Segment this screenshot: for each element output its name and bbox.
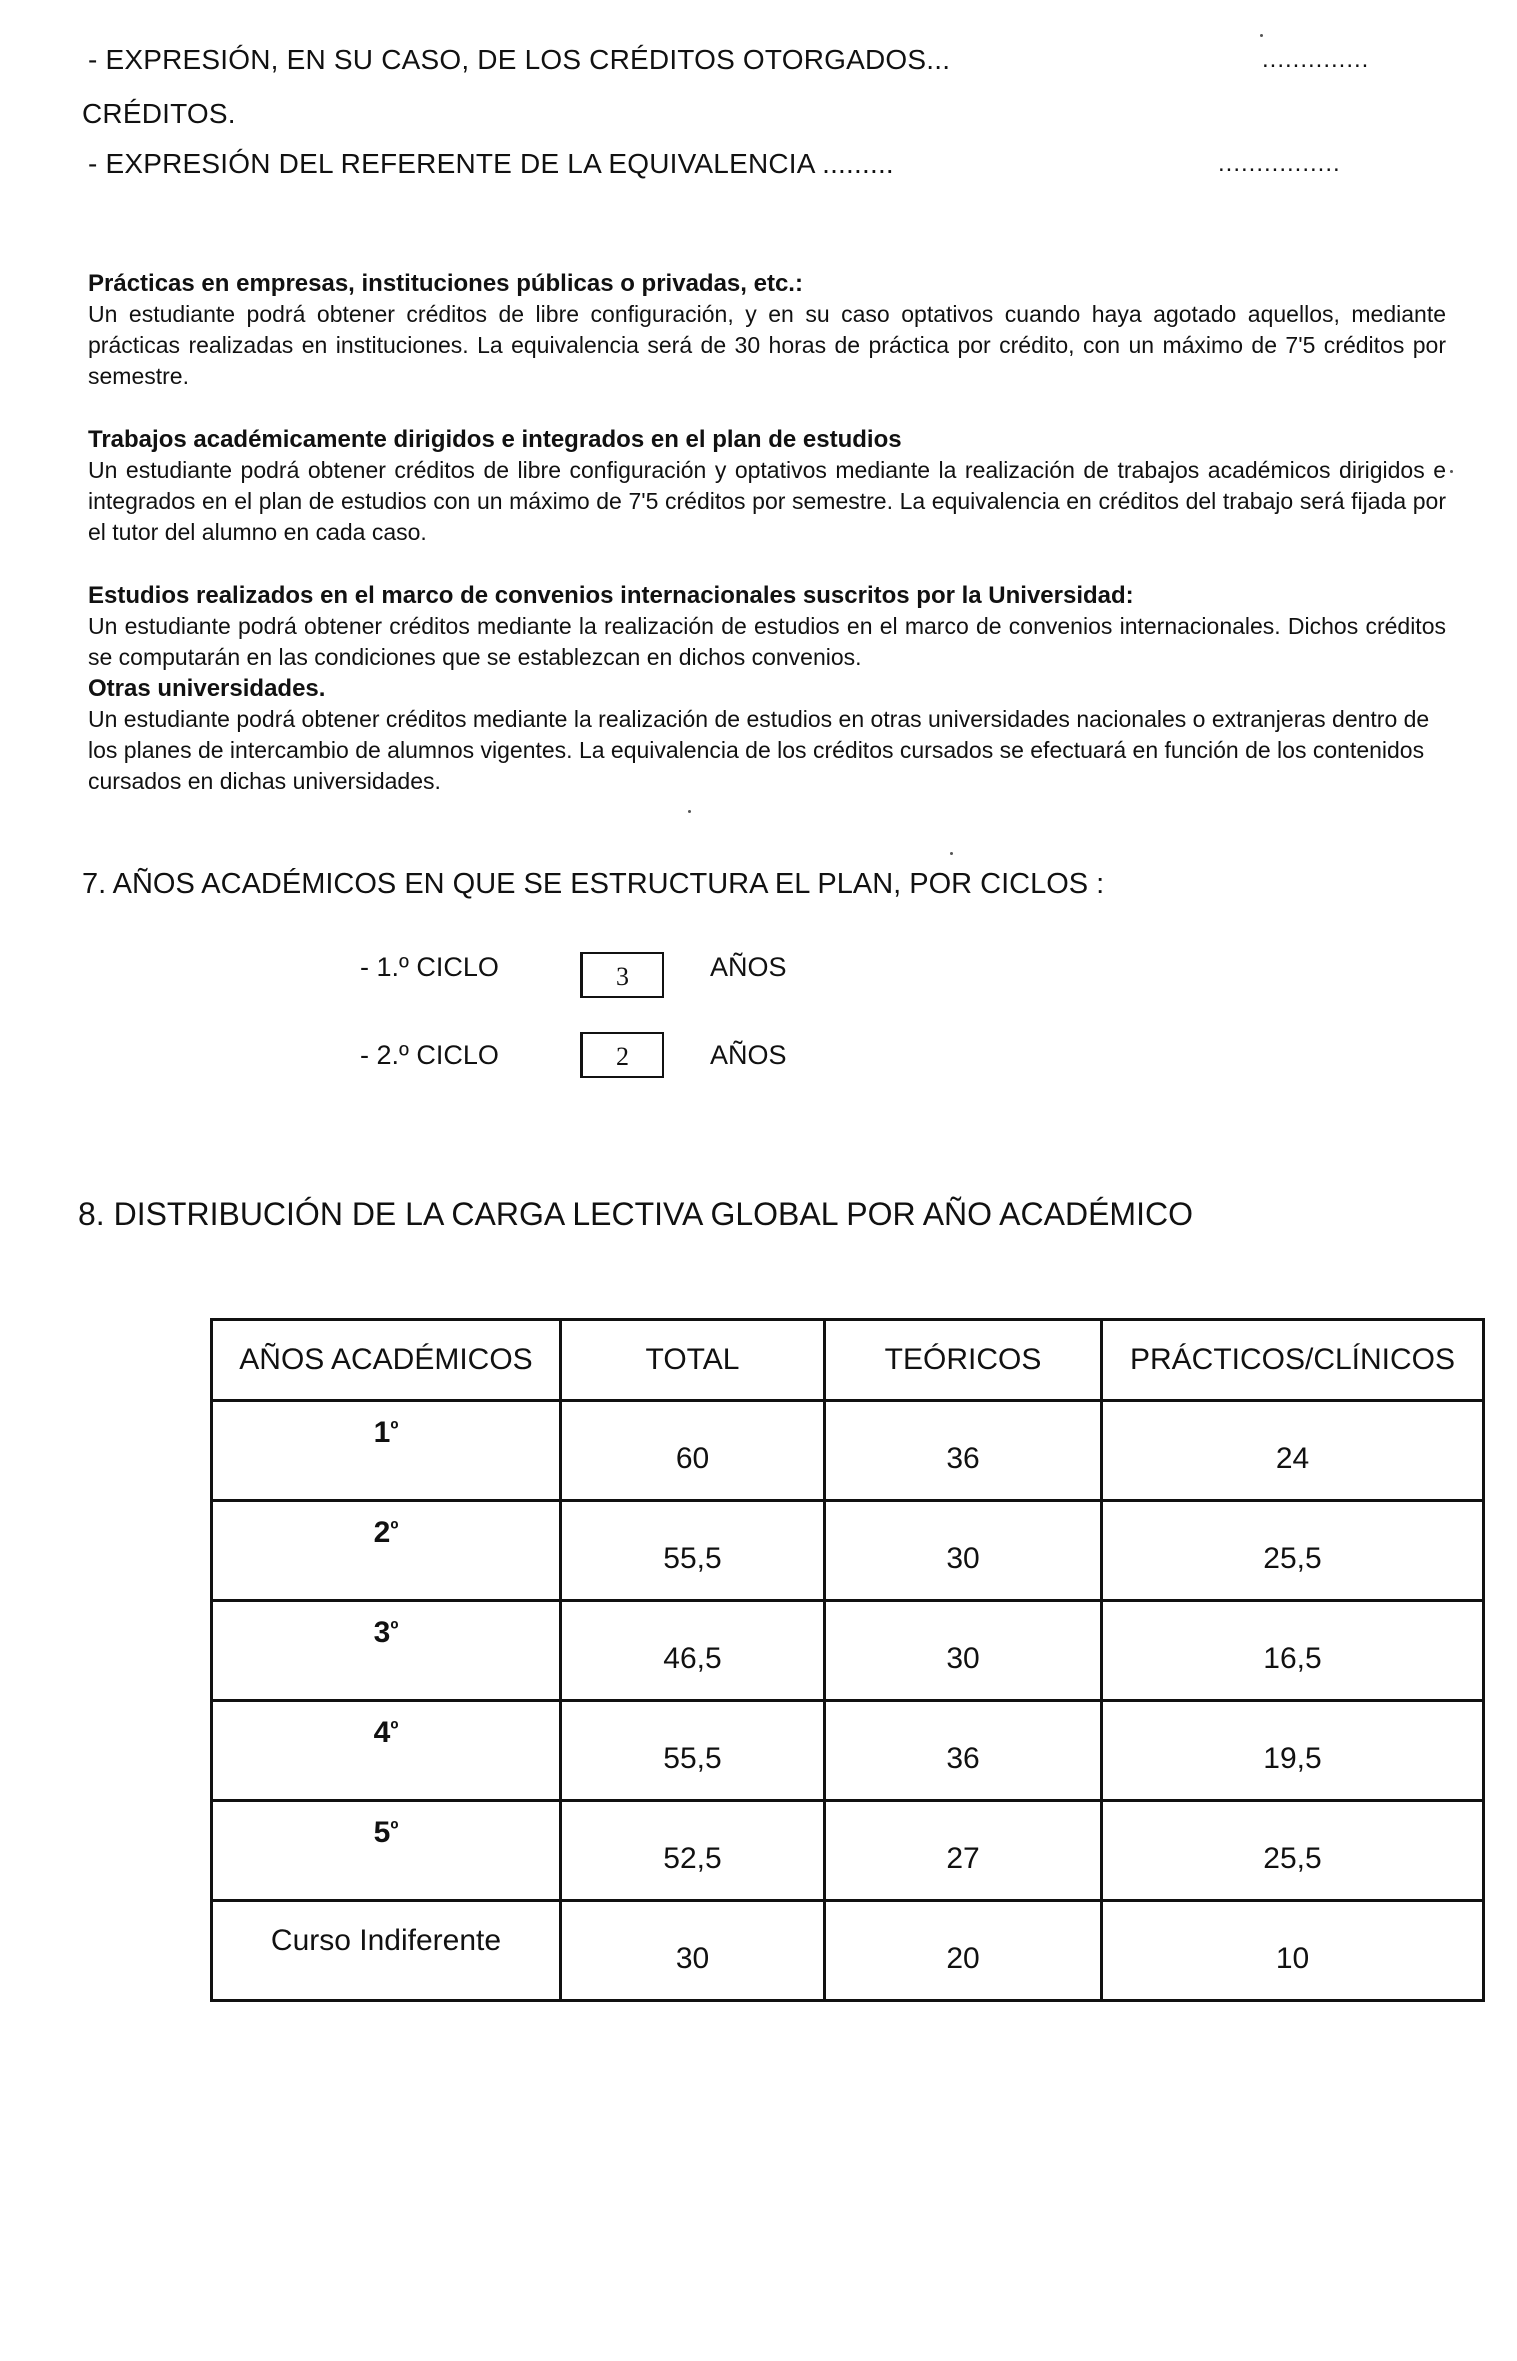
year-number: 3 bbox=[373, 1616, 391, 1649]
year-cell bbox=[212, 1701, 561, 1801]
teoricos-cell: 30 bbox=[825, 1501, 1102, 1601]
otras-body: Un estudiante podrá obtener créditos mediante la realización de estudios en otras universidades nacionales o extranjeras dentro de los planes de intercambio de alumnos vigentes. La equivalencia de los créditos cursados se efectuará en función de los contenidos cursados en dichas universidades. bbox=[88, 706, 1430, 794]
total-cell: 55,5 bbox=[561, 1501, 825, 1601]
scan-speck bbox=[688, 810, 691, 813]
otras-heading: Otras universidades. bbox=[88, 675, 326, 702]
col-header-practicos: PRÁCTICOS/CLÍNICOS bbox=[1102, 1320, 1484, 1401]
section8-title: 8. DISTRIBUCIÓN DE LA CARGA LECTIVA GLOBAL POR AÑO ACADÉMICO bbox=[78, 1196, 1193, 1232]
practicas-heading: Prácticas en empresas, instituciones públicas o privadas, etc.: bbox=[88, 270, 803, 297]
convenios-section bbox=[88, 580, 1446, 797]
col-header-total: TOTAL bbox=[561, 1320, 825, 1401]
practicos-cell: 25,5 bbox=[1102, 1801, 1484, 1901]
year-number: 4 bbox=[373, 1716, 391, 1749]
year-cell bbox=[212, 1501, 561, 1601]
scan-speck bbox=[950, 852, 953, 855]
total-cell: 30 bbox=[561, 1901, 825, 2001]
cycle-1-years-box: 3 bbox=[580, 952, 664, 998]
total-cell: 60 bbox=[561, 1401, 825, 1501]
table-row bbox=[212, 1401, 1484, 1501]
year-number: 1 bbox=[373, 1416, 391, 1449]
scan-speck bbox=[1450, 470, 1453, 473]
ordinal-mark: º bbox=[390, 1616, 399, 1641]
year-number: 2 bbox=[373, 1516, 391, 1549]
ordinal-mark: º bbox=[390, 1816, 399, 1841]
teoricos-cell: 20 bbox=[825, 1901, 1102, 2001]
cycle-2-unit: AÑOS bbox=[710, 1040, 787, 1070]
trabajos-heading: Trabajos académicamente dirigidos e integrados en el plan de estudios bbox=[88, 426, 902, 453]
expresion-creditos-line: - EXPRESIÓN, EN SU CASO, DE LOS CRÉDITOS OTORGADOS... bbox=[88, 44, 951, 75]
dots-leader: ................ bbox=[1218, 150, 1341, 177]
practicos-cell: 24 bbox=[1102, 1401, 1484, 1501]
table-row bbox=[212, 1701, 1484, 1801]
ordinal-mark: º bbox=[390, 1416, 399, 1441]
total-cell: 55,5 bbox=[561, 1701, 825, 1801]
expresion-referente-line: - EXPRESIÓN DEL REFERENTE DE LA EQUIVALENCIA ......... bbox=[88, 148, 894, 179]
col-header-teoricos: TEÓRICOS bbox=[825, 1320, 1102, 1401]
cycle-1-label: - 1.º CICLO bbox=[360, 952, 499, 982]
practicos-cell: 16,5 bbox=[1102, 1601, 1484, 1701]
scan-speck bbox=[1260, 34, 1263, 37]
trabajos-body: Un estudiante podrá obtener créditos de libre configuración y optativos mediante la realización de trabajos académicos dirigidos e integrados en el plan de estudios con un máximo de 7'5 créditos por semestre. La equivalencia en créditos del trabajo será fijada por el tutor del alumno en cada caso. bbox=[88, 457, 1446, 545]
convenios-body: Un estudiante podrá obtener créditos mediante la realización de estudios en el marco de convenios internacionales. Dichos créditos se computarán en las condiciones que se establezcan en dichos convenios. bbox=[88, 613, 1446, 670]
dots-leader: .............. bbox=[1262, 46, 1370, 73]
year-cell bbox=[212, 1901, 561, 2001]
table-row bbox=[212, 1501, 1484, 1601]
cycle-2-label: - 2.º CICLO bbox=[360, 1040, 499, 1070]
trabajos-section bbox=[88, 424, 1446, 548]
ordinal-mark: º bbox=[390, 1516, 399, 1541]
creditos-line: CRÉDITOS. bbox=[82, 98, 236, 129]
col-header-anos: AÑOS ACADÉMICOS bbox=[212, 1320, 561, 1401]
cycle-1-unit: AÑOS bbox=[710, 952, 787, 982]
total-cell: 52,5 bbox=[561, 1801, 825, 1901]
practicos-cell: 10 bbox=[1102, 1901, 1484, 2001]
year-cell bbox=[212, 1401, 561, 1501]
teoricos-cell: 36 bbox=[825, 1701, 1102, 1801]
ordinal-mark: º bbox=[390, 1716, 399, 1741]
table-row bbox=[212, 1601, 1484, 1701]
practicas-body: Un estudiante podrá obtener créditos de libre configuración, y en su caso optativos cuando haya agotado aquellos, mediante prácticas realizadas en instituciones. La equivalencia será de 30 horas de práctica por crédito, con un máximo de 7'5 créditos por semestre. bbox=[88, 301, 1446, 389]
teoricos-cell: 27 bbox=[825, 1801, 1102, 1901]
table-header-row bbox=[212, 1320, 1484, 1401]
carga-lectiva-table bbox=[210, 1318, 1485, 2002]
teoricos-cell: 36 bbox=[825, 1401, 1102, 1501]
table-row bbox=[212, 1901, 1484, 2001]
table-row bbox=[212, 1801, 1484, 1901]
convenios-heading: Estudios realizados en el marco de convenios internacionales suscritos por la Universidad: bbox=[88, 582, 1134, 609]
year-cell bbox=[212, 1601, 561, 1701]
practicas-section bbox=[88, 268, 1446, 392]
section7-title: 7. AÑOS ACADÉMICOS EN QUE SE ESTRUCTURA EL PLAN, POR CICLOS : bbox=[82, 868, 1105, 900]
cycle-2-years-box: 2 bbox=[580, 1032, 664, 1078]
practicos-cell: 19,5 bbox=[1102, 1701, 1484, 1801]
year-number: Curso Indiferente bbox=[270, 1924, 502, 1957]
total-cell: 46,5 bbox=[561, 1601, 825, 1701]
year-cell bbox=[212, 1801, 561, 1901]
year-number: 5 bbox=[373, 1816, 391, 1849]
practicos-cell: 25,5 bbox=[1102, 1501, 1484, 1601]
teoricos-cell: 30 bbox=[825, 1601, 1102, 1701]
